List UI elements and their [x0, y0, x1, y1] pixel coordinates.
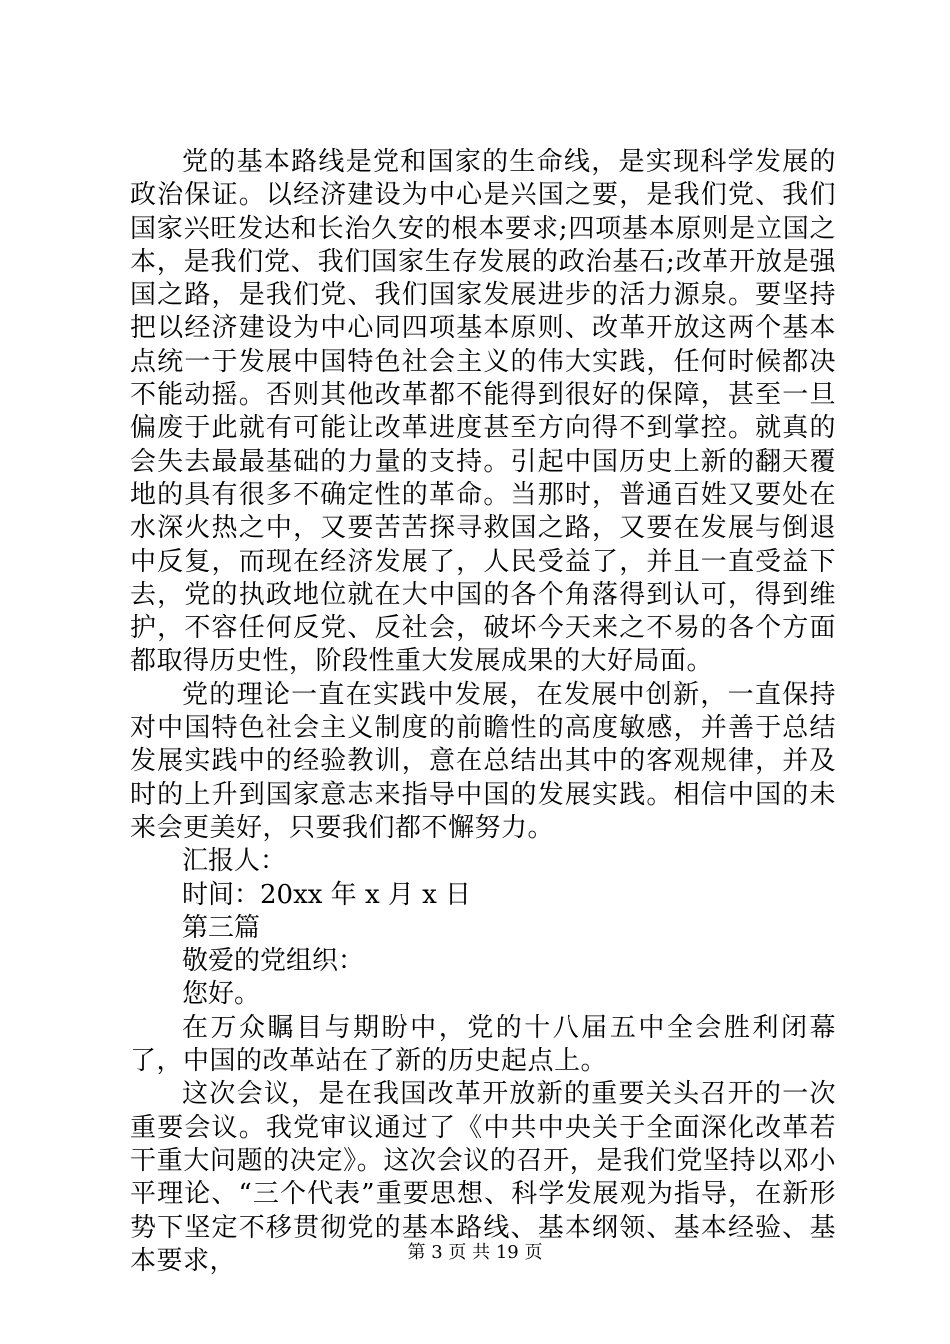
time-line: 时间：20xx 年 x 月 x 日	[182, 879, 472, 910]
section-title: 第三篇	[182, 912, 261, 943]
body-paragraph: 党的理论一直在实践中发展，在发展中创新，一直保持对中国特色社会主义制度的前瞻性的高度敏感，并善于总结发展实践中的经验教训，意在总结出其中的客观规律，并及时的上升到国家意志来指导中国的发展实践。相信中国的未来会更美好，只要我们都不懈努力。	[130, 679, 836, 843]
body-paragraph: 这次会议，是在我国改革开放新的重要关头召开的一次重要会议。我党审议通过了《中共中央关于全面深化改革若干重大问题的决定》。这次会议的召开，是我们党坚持以邓小平理论、“三个代表”重要思想、科学发展观为指导，在新形势下坚定不移贯彻党的基本路线、基本纲领、基本经验、基本要求，	[130, 1079, 836, 1276]
greeting: 您好。	[182, 979, 261, 1010]
body-paragraph: 党的基本路线是党和国家的生命线，是实现科学发展的政治保证。以经济建设为中心是兴国之要，是我们党、我们国家兴旺发达和长治久安的根本要求;四项基本原则是立国之本，是我们党、我们国家生存发展的政治基石;改革开放是强国之路，是我们党、我们国家发展进步的活力源泉。要坚持把以经济建设为中心同四项基本原则、改革开放这两个基本点统一于发展中国特色社会主义的伟大实践，任何时候都决不能动摇。否则其他改革都不能得到很好的保障，甚至一旦偏废于此就有可能让改革进度甚至方向得不到掌控。就真的会失去最最基础的力量的支持。引起中国历史上新的翻天覆地的具有很多不确定性的革命。当那时，普通百姓又要处在水深火热之中，又要苦苦探寻救国之路，又要在发展与倒退中反复，而现在经济发展了，人民受益了，并且一直受益下去，党的执政地位就在大中国的各个角落得到认可，得到维护，不容任何反党、反社会，破坏今天来之不易的各个方面都取得历史性，阶段性重大发展成果的大好局面。	[130, 147, 836, 677]
reporter-label: 汇报人：	[182, 846, 287, 877]
page-footer: 第 3 页 共 19 页	[407, 1242, 543, 1263]
body-paragraph: 在万众瞩目与期盼中，党的十八届五中全会胜利闭幕了，中国的改革站在了新的历史起点上。	[130, 1012, 836, 1077]
document-body	[130, 146, 836, 1278]
salutation: 敬爱的党组织：	[182, 946, 365, 977]
